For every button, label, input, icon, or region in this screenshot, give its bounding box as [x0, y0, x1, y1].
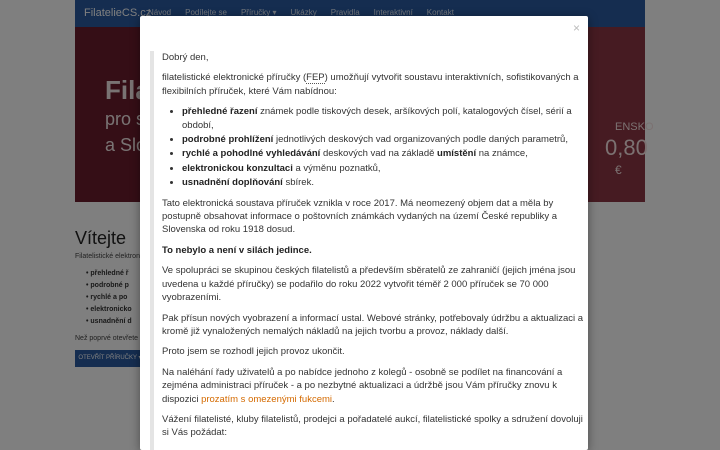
list-item	[182, 147, 588, 160]
appeal-paragraph: Vážení filatelisté, kluby filatelistů, prodejci a pořadatelé aukcí, filatelistické spolky a sdružení dovoluji si Vás požádat:	[162, 413, 583, 439]
inflow-paragraph: Pak přísun nových vyobrazení a informací ustal. Webové stránky, potřebovaly údržbu a aktualizaci a kromě již vynaložených nemalých nákladů na jejich tvorbu a provoz, náklady další.	[162, 312, 584, 337]
list-item	[182, 133, 588, 146]
bold-heading: To nebylo a není v silách jedince.	[162, 244, 312, 256]
intro-paragraph	[162, 71, 588, 98]
limited-functions-link[interactable]: prozatím s omezenými fukcemi	[201, 393, 333, 405]
fep-abbreviation[interactable]: FEP	[306, 72, 325, 84]
feature-text: sbírek.	[282, 177, 314, 189]
close-icon[interactable]: ×	[572, 21, 580, 35]
announcement-modal	[140, 16, 588, 450]
list-item	[182, 105, 588, 132]
feature-text: známek podle tiskových desek, aršíkových polí, katalogových čísel, sérií a období,	[182, 106, 572, 131]
created-paragraph: Tato elektronická soustava příruček vznikla v roce 2017. Má neomezený objem dat a měla by postupně obsahovat informace o poštovních známkách vydaných na území České republiky a Slovenska od roku 1918 dosud.	[162, 197, 558, 236]
feature-bold: podrobné prohlížení	[182, 134, 274, 146]
urging-text: Na naléhání řady uživatelů a po nabídce jednoho z kolegů - osobně se podílet na financování a zejména administraci příruček - a po nezbytné aktualizaci a údržbě jsou Vám příručky znovu k dispozici	[162, 366, 563, 405]
urging-paragraph	[162, 366, 588, 406]
greeting: Dobrý den,	[162, 52, 209, 63]
list-item	[182, 176, 588, 189]
feature-bold: usnadnění doplňování	[182, 177, 283, 189]
feature-text: jednotlivých deskových vad organizovaných podle daných parametrů,	[273, 134, 568, 146]
feature-bold: přehledné řazení	[182, 106, 258, 118]
feature-bold: rychlé a pohodlné vyhledávání	[182, 148, 321, 160]
feature-list	[162, 105, 588, 189]
feature-text: a výměnu poznatků,	[292, 162, 381, 174]
modal-content	[150, 51, 588, 450]
feature-text: deskových vad na základě	[320, 148, 438, 160]
feature-text: na známce,	[476, 148, 528, 160]
list-item	[182, 162, 588, 175]
feature-bold: umístění	[437, 148, 477, 160]
intro-text: filatelistické elektronické příručky (	[162, 72, 307, 84]
intro-text: ) umožňují vytvořit soustavu interaktivních, sofistikovaných a flexibilních příruček, které Vám nabídnou:	[162, 72, 579, 97]
collab-paragraph: Ve spolupráci se skupinou českých filatelistů a především sběratelů ze zahraničí (jejich jména jsou uvedena u každé příručky) se podařilo do roku 2022 vytvořit téměř 2 000 příruček se 70 000 vyobrazeními.	[162, 265, 576, 304]
heading-paragraph	[162, 244, 588, 257]
feature-bold: elektronickou konzultaci	[182, 162, 293, 174]
urging-text: .	[332, 393, 335, 405]
decision-paragraph: Proto jsem se rozhodl jejich provoz ukončit.	[162, 346, 345, 358]
